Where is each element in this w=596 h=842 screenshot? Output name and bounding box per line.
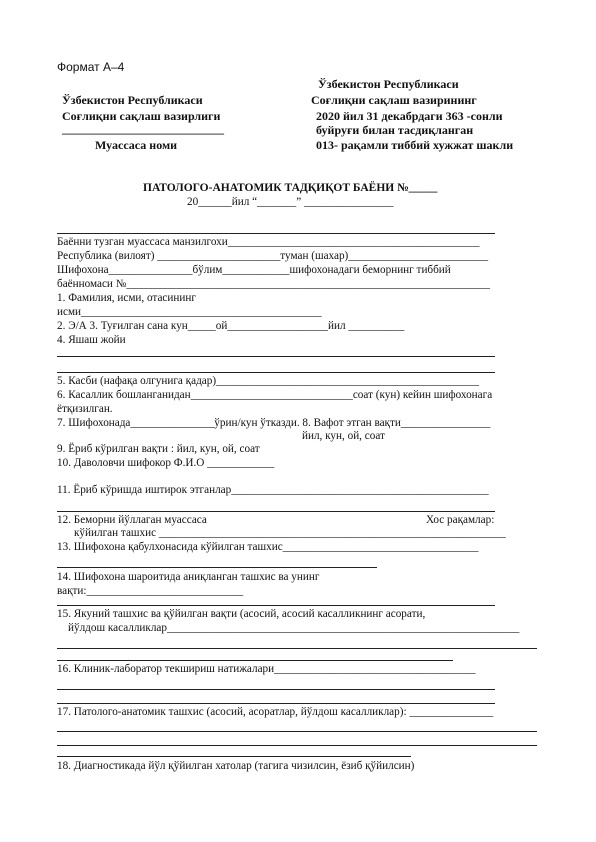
field-death-time-units: йил, кун, ой, соат <box>302 430 385 442</box>
field-illness-onset[interactable]: 6. Касаллик бошланганидан_____________________________соат (кун) кейин шифохонага <box>57 389 493 401</box>
document-title: ПАТОЛОГО-АНАТОМИК ТАДҚИҚОТ БАЁНИ №_____ <box>143 182 438 194</box>
field-diagnostic-errors[interactable]: 18. Диагностикада йўл қўйилган хатолар (тагига чизилсин, ёзиб қўйилсин) <box>57 760 415 772</box>
field-autopsy-time[interactable]: 9. Ёриб кўрилган вақти : йил, кун, ой, соат <box>57 443 260 455</box>
blank-line <box>57 511 495 512</box>
field-lab-results[interactable]: 16. Клиник-лаборатор текшириш натижалари____________________________________ <box>57 663 476 675</box>
field-admitted-label: ётқизилган. <box>57 403 113 415</box>
blank-line <box>57 756 411 757</box>
institution-name-blank: ___________________________ <box>62 122 224 136</box>
blank-line <box>57 731 537 732</box>
field-concomitant-diseases[interactable]: йўлдош касалликлар_______________________________________________________________ <box>68 622 520 634</box>
institution-caption: Муассаса номи <box>95 138 178 152</box>
blank-line <box>57 703 495 704</box>
field-hospital[interactable]: Шифохона_______________бўлим____________шифохонадаги беморнинг тиббий <box>57 264 451 276</box>
field-hospital-diagnosis-time[interactable]: вақти:____________________________ <box>57 585 244 597</box>
blank-line <box>57 356 495 357</box>
field-final-diagnosis-label: 15. Якуний ташхис ва қўйилган вақти (асосий, асосий касалликнинг асорати, <box>57 608 426 620</box>
field-sex-birthdate[interactable]: 2. Э/А 3. Туғилган сана кун_____ой__________________йил __________ <box>57 320 405 332</box>
ministry-left-line1: Ўзбекистон Республикаси <box>62 93 203 107</box>
field-special-marks-label: Хос рақамлар: <box>426 514 495 526</box>
ministry-right-line2: Соғлиқни сақлаш вазирининг <box>311 93 477 107</box>
field-autopsy-participants[interactable]: 11. Ёриб кўришда иштирок этганлар______________________________________________ <box>57 484 489 496</box>
field-hospital-diagnosis-label: 14. Шифохона шароитида аниқланган ташхис ва унинг <box>57 571 320 583</box>
field-referring-institution: 12. Беморни йўллаган муассаса <box>57 514 207 526</box>
field-pathoanatomic-diagnosis[interactable]: 17. Патолого-анатомик ташхис (асосий, асоратлар, йўлдош касалликлар): _______________ <box>57 706 494 718</box>
field-fullname-label: 1. Фамилия, исми, отасининг <box>57 292 196 304</box>
field-residence-label: 4. Яшаш жойи <box>57 334 126 346</box>
ministry-right-line3: 2020 йил 31 декабрдаги 363 -сонли <box>316 109 503 123</box>
field-referral-diagnosis[interactable]: кўйилган ташхис ______________________________________________________________ <box>74 527 506 539</box>
blank-line <box>57 689 495 690</box>
field-author-address[interactable]: Баённи тузган муассаса манзилгохи_____________________________________________ <box>57 236 480 248</box>
ministry-right-line1: Ўзбекистон Республикаси <box>318 77 459 91</box>
field-admission-diagnosis[interactable]: 13. Шифохона қабулхонасида кўйилган ташхис___________________________________ <box>57 541 479 553</box>
field-occupation[interactable]: 5. Касби (нафақа олгунига қадар)_______________________________________________ <box>57 375 479 387</box>
field-fullname[interactable]: исми___________________________________________ <box>57 306 322 318</box>
blank-line <box>57 567 377 568</box>
format-label: Формат А–4 <box>57 60 125 74</box>
ministry-left-line2: Соғлиқни сақлаш вазирлиги <box>62 109 221 123</box>
blank-line <box>57 605 495 606</box>
field-attending-physician[interactable]: 10. Даволовчи шифокор Ф.И.О ____________ <box>57 457 275 469</box>
blank-line <box>57 745 537 746</box>
date-line: 20______йил “_______” ________________ <box>187 196 394 208</box>
blank-line <box>57 372 495 373</box>
rule-line <box>57 233 495 234</box>
ministry-right-line5: 013- рақамли тиббий хужжат шакли <box>316 138 514 152</box>
ministry-right-line4: буйруғи билан тасдиқланган <box>316 123 474 137</box>
blank-line <box>57 648 537 649</box>
field-region[interactable]: Республика (вилоят) ______________________туман (шахар)_________________________ <box>57 250 489 262</box>
field-medical-record[interactable]: баённомаси №_________________________________________________________________ <box>57 278 490 290</box>
field-bed-days-death-time[interactable]: 7. Шифохонада_______________ўрин/кун ўтказди. 8. Вафот этган вақти________________ <box>57 417 491 429</box>
blank-line <box>57 660 453 661</box>
